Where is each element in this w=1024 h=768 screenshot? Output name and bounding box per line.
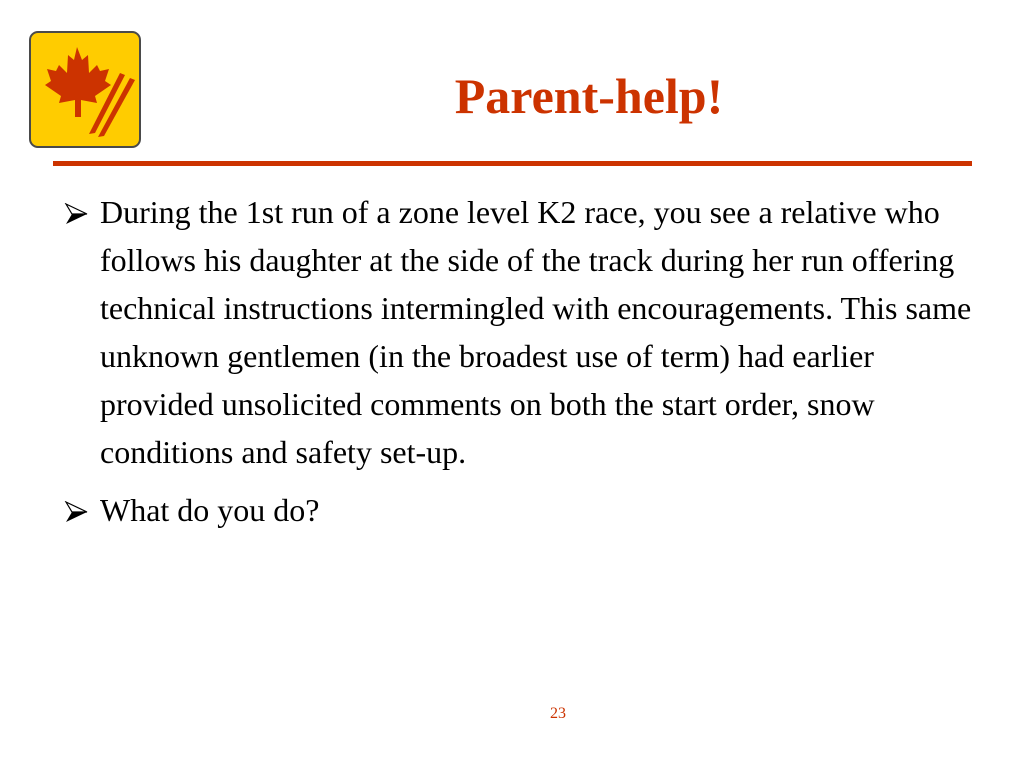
- bullet-text: What do you do?: [100, 492, 320, 528]
- maple-leaf-skis-icon: [31, 33, 139, 146]
- logo: [29, 31, 141, 148]
- bullet-list: [62, 188, 982, 534]
- arrowhead-bullet-icon: [62, 188, 92, 236]
- slide-title: Parent-help!: [454, 68, 724, 124]
- bullet-item: [62, 188, 982, 476]
- bullet-item: [62, 486, 982, 534]
- bullet-text: During the 1st run of a zone level K2 race, you see a relative who follows his daughter at the side of the track during her run offering technical instructions intermingled with encouragements. This same unknown gentlemen (in the broadest use of term) had earlier provided unsolicited comments on both the start order, snow conditions and safety set-up.: [100, 194, 972, 470]
- title-divider: [53, 161, 972, 166]
- page-number: 23: [550, 705, 566, 722]
- arrowhead-bullet-icon: [62, 486, 92, 534]
